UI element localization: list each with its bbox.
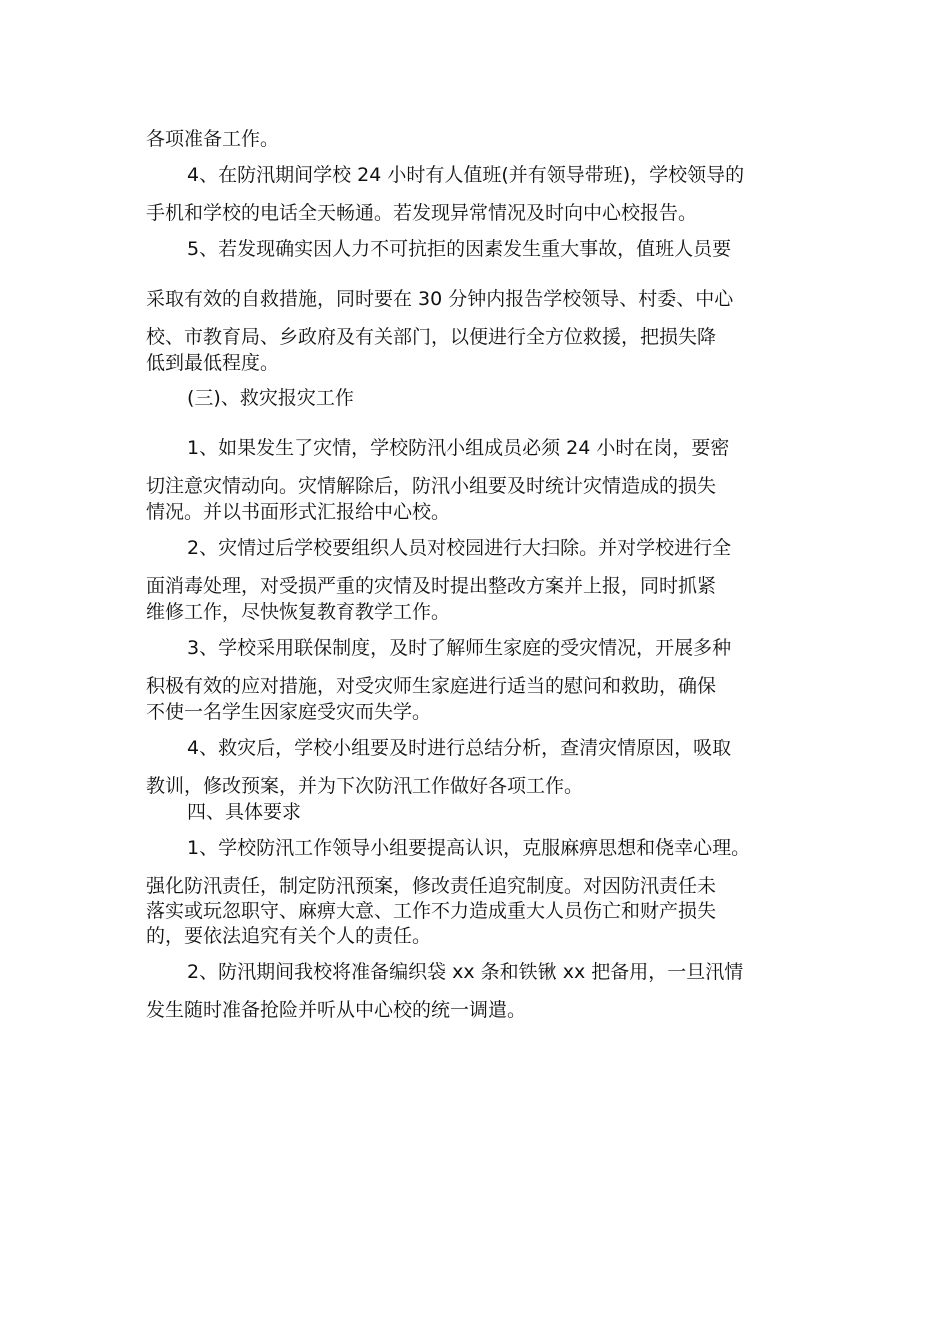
text-line: 2、灾情过后学校要组织人员对校园进行大扫除。并对学校进行全 [187, 537, 732, 559]
text-line: 维修工作，尽快恢复教育教学工作。 [146, 601, 451, 623]
text-line: 强化防汛责任，制定防汛预案，修改责任追究制度。对因防汛责任未 [146, 875, 717, 897]
section-heading: 四、具体要求 [187, 801, 302, 823]
text-line: 情况。并以书面形式汇报给中心校。 [146, 501, 451, 523]
text-line: 校、市教育局、乡政府及有关部门，以便进行全方位救援，把损失降 [146, 326, 717, 348]
text-line: 2、防汛期间我校将准备编织袋 xx 条和铁锹 xx 把备用，一旦汛情 [187, 961, 744, 983]
text-line: 落实或玩忽职守、麻痹大意、工作不力造成重大人员伤亡和财产损失 [146, 900, 717, 922]
text-line: 切注意灾情动向。灾情解除后，防汛小组要及时统计灾情造成的损失 [146, 475, 717, 497]
text-line: 不使一名学生因家庭受灾而失学。 [146, 701, 432, 723]
text-line: 3、学校采用联保制度，及时了解师生家庭的受灾情况，开展多种 [187, 637, 732, 659]
text-line: 低到最低程度。 [146, 352, 280, 374]
text-line: 手机和学校的电话全天畅通。若发现异常情况及时向中心校报告。 [146, 202, 698, 224]
text-line: 各项准备工作。 [146, 128, 280, 150]
text-line: 发生随时准备抢险并听从中心校的统一调遣。 [146, 999, 527, 1021]
text-line: 采取有效的自救措施，同时要在 30 分钟内报告学校领导、村委、中心 [146, 288, 734, 310]
text-line: 的，要依法追究有关个人的责任。 [146, 925, 432, 947]
text-line: 5、若发现确实因人力不可抗拒的因素发生重大事故，值班人员要 [187, 238, 732, 260]
text-line: 4、在防汛期间学校 24 小时有人值班(并有领导带班)，学校领导的 [187, 164, 745, 186]
text-line: 面消毒处理，对受损严重的灾情及时提出整改方案并上报，同时抓紧 [146, 575, 717, 597]
text-line: 1、学校防汛工作领导小组要提高认识，克服麻痹思想和侥幸心理。 [187, 837, 751, 859]
text-line: 4、救灾后，学校小组要及时进行总结分析，查清灾情原因，吸取 [187, 737, 732, 759]
text-line: 教训，修改预案，并为下次防汛工作做好各项工作。 [146, 775, 584, 797]
section-heading: (三)、救灾报灾工作 [187, 387, 354, 409]
text-line: 1、如果发生了灾情，学校防汛小组成员必须 24 小时在岗，要密 [187, 437, 730, 459]
text-line: 积极有效的应对措施，对受灾师生家庭进行适当的慰问和救助，确保 [146, 675, 717, 697]
